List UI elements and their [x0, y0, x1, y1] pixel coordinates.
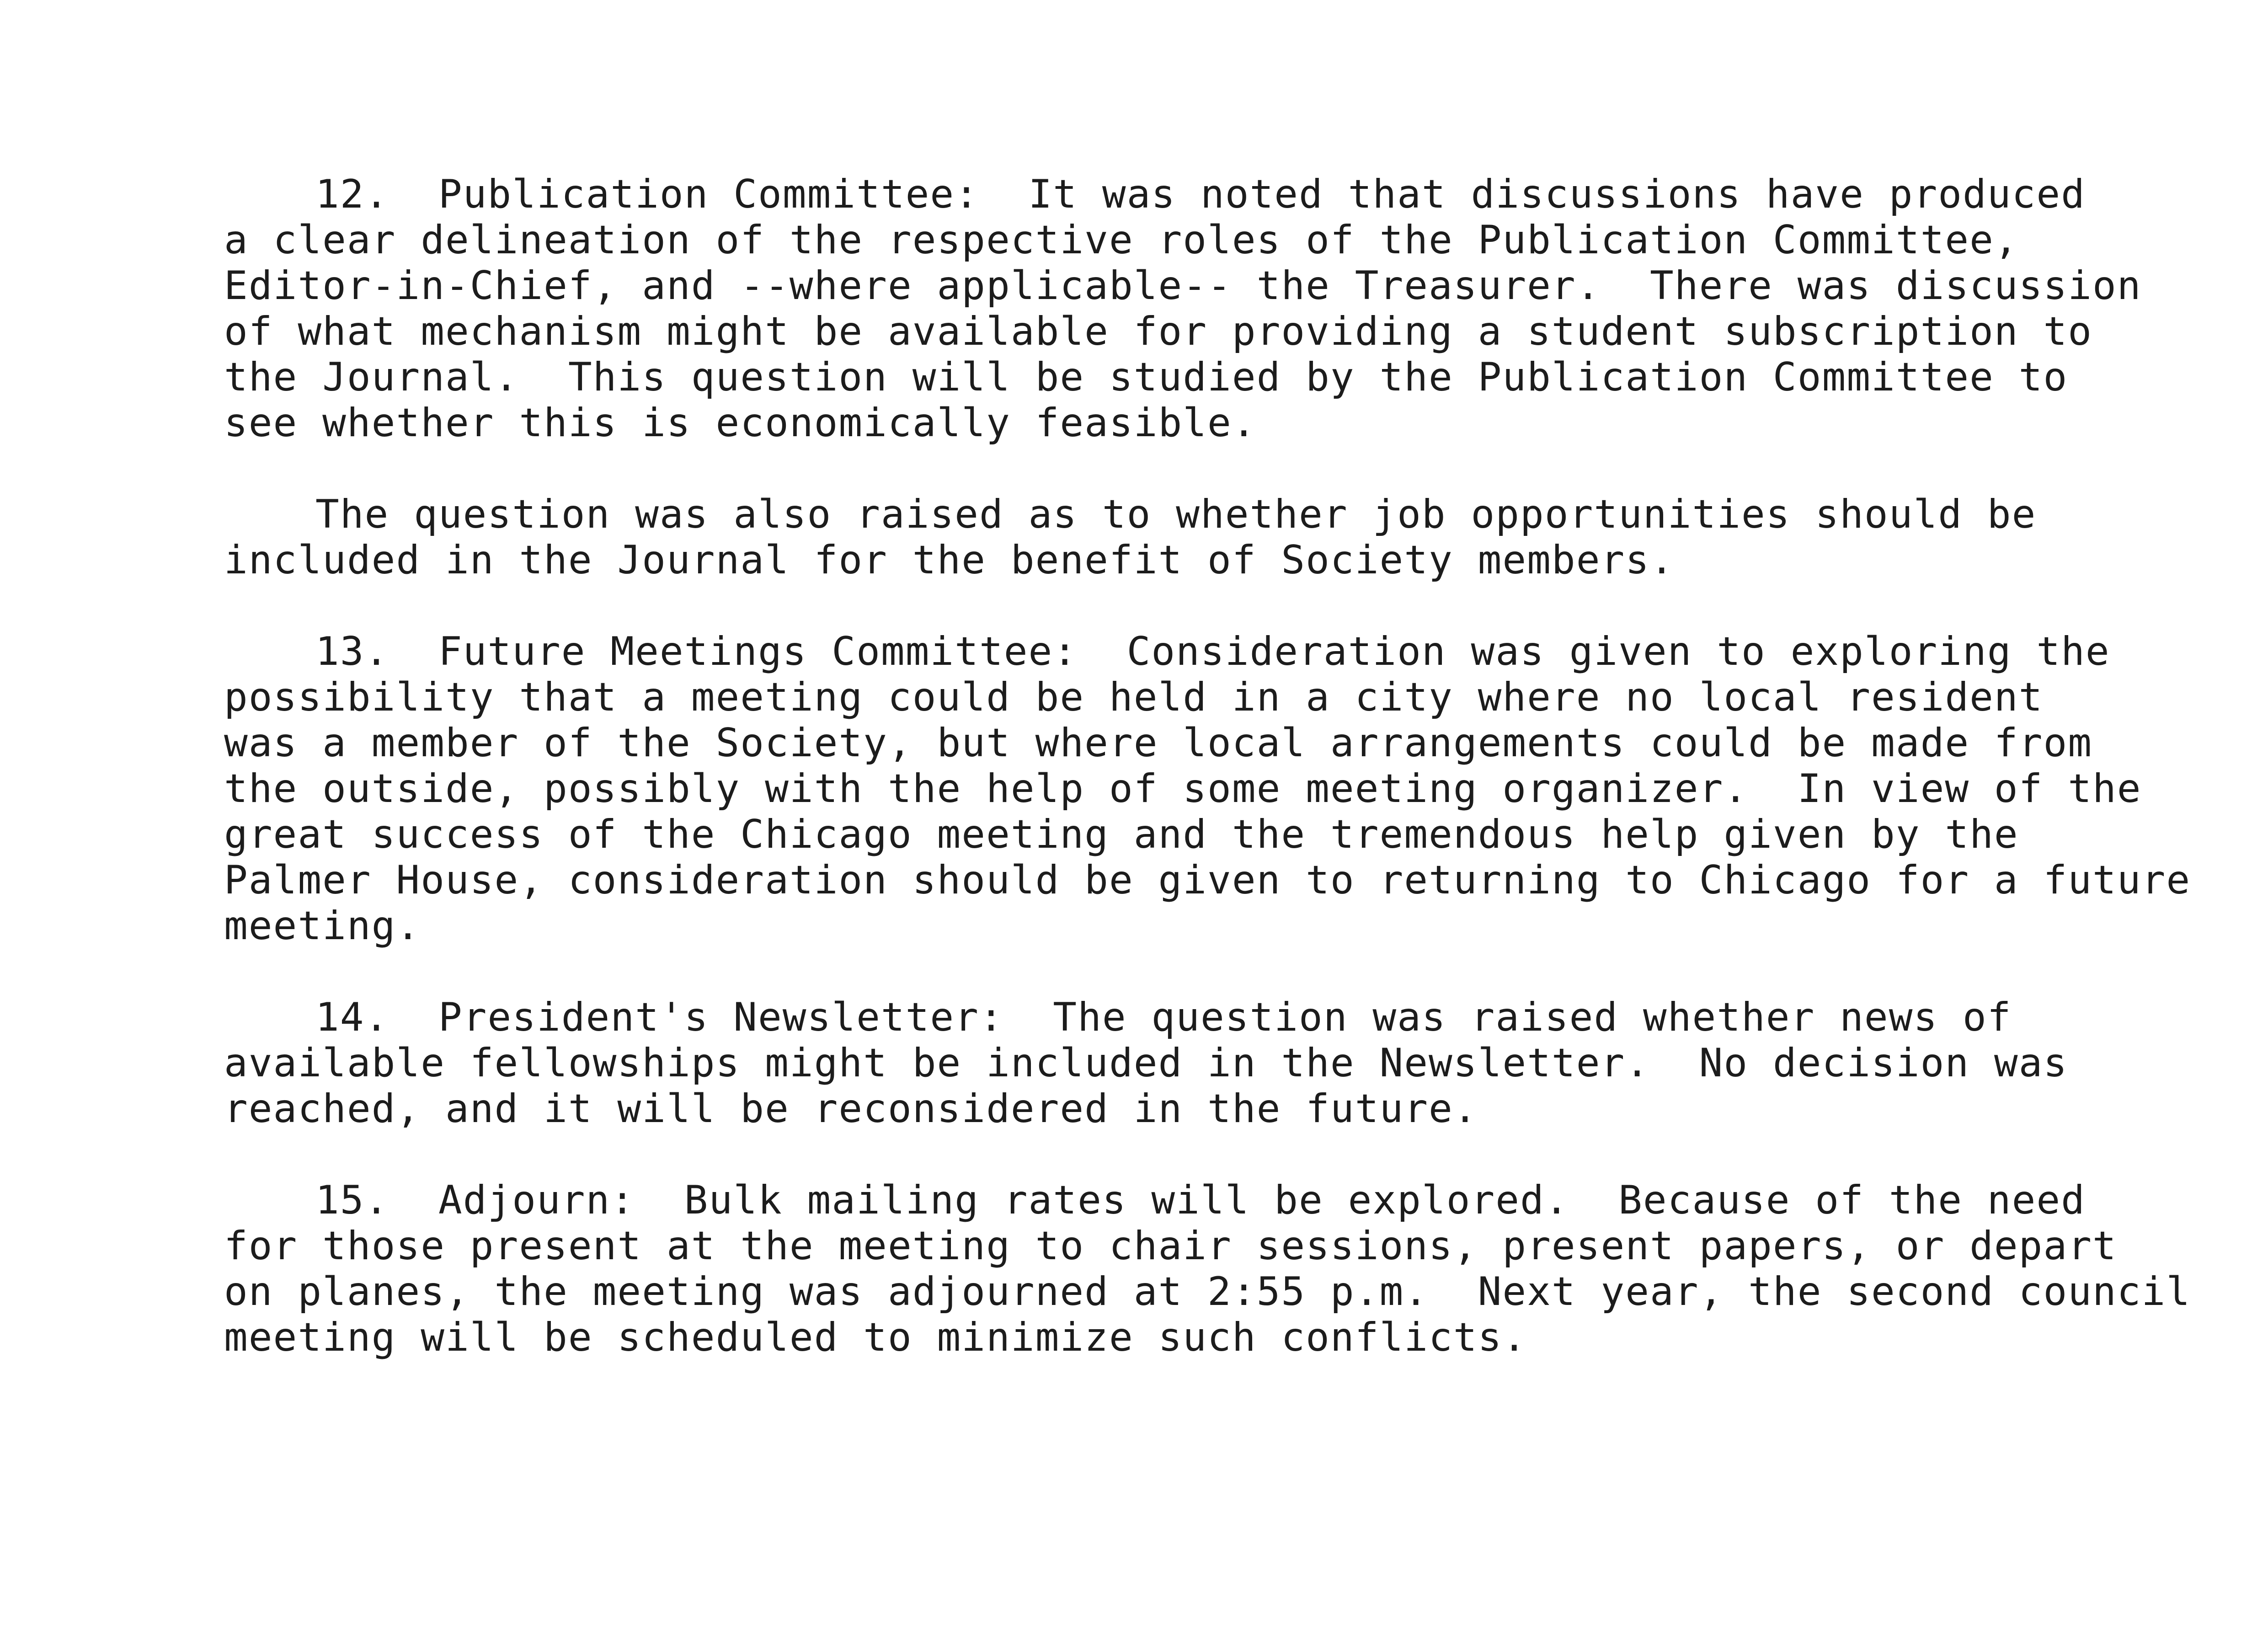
text-line: 15. Adjourn: Bulk mailing rates will be explored. Because of the need — [315, 1177, 2086, 1223]
paragraph-future-meetings — [224, 629, 2191, 949]
text-line: was a member of the Society, but where local arrangements could be made from — [224, 720, 2093, 766]
text-line: Palmer House, consideration should be given to returning to Chicago for a future — [224, 857, 2191, 903]
text-line: on planes, the meeting was adjourned at 2:55 p.m. Next year, the second council — [224, 1269, 2191, 1315]
paragraph-job-opportunities — [224, 492, 2098, 583]
text-line: of what mechanism might be available for providing a student subscription to — [224, 309, 2093, 354]
text-line: a clear delineation of the respective roles of the Publication Committee, — [224, 217, 2019, 263]
text-line: Editor-in-Chief, and --where applicable-- the Treasurer. There was discussion — [224, 263, 2142, 309]
paragraph-presidents-newsletter — [224, 994, 2098, 1132]
paragraph-publication-committee — [224, 171, 2142, 446]
text-line: 14. President's Newsletter: The question was raised whether news of — [315, 994, 2012, 1040]
text-line: great success of the Chicago meeting and the tremendous help given by the — [224, 812, 2019, 857]
paragraph-adjourn — [224, 1177, 2191, 1360]
text-line: 12. Publication Committee: It was noted that discussions have produced — [315, 171, 2086, 217]
text-line: The question was also raised as to whether job opportunities should be — [315, 492, 2037, 537]
text-line: 13. Future Meetings Committee: Consideration was given to exploring the — [315, 629, 2110, 674]
text-line: possibility that a meeting could be held in a city where no local resident — [224, 674, 2044, 720]
text-line: the Journal. This question will be studied by the Publication Committee to — [224, 354, 2068, 400]
text-line: included in the Journal for the benefit of Society members. — [224, 537, 1675, 583]
text-line: the outside, possibly with the help of some meeting organizer. In view of the — [224, 766, 2142, 812]
text-line: reached, and it will be reconsidered in the future. — [224, 1086, 1478, 1132]
text-line: for those present at the meeting to chair sessions, present papers, or depart — [224, 1223, 2117, 1269]
minutes-text-block — [224, 171, 2191, 1406]
text-line: meeting will be scheduled to minimize such conflicts. — [224, 1315, 1527, 1360]
text-line: meeting. — [224, 903, 421, 949]
text-line: see whether this is economically feasible. — [224, 400, 1257, 446]
text-line: available fellowships might be included in the Newsletter. No decision was — [224, 1040, 2068, 1086]
